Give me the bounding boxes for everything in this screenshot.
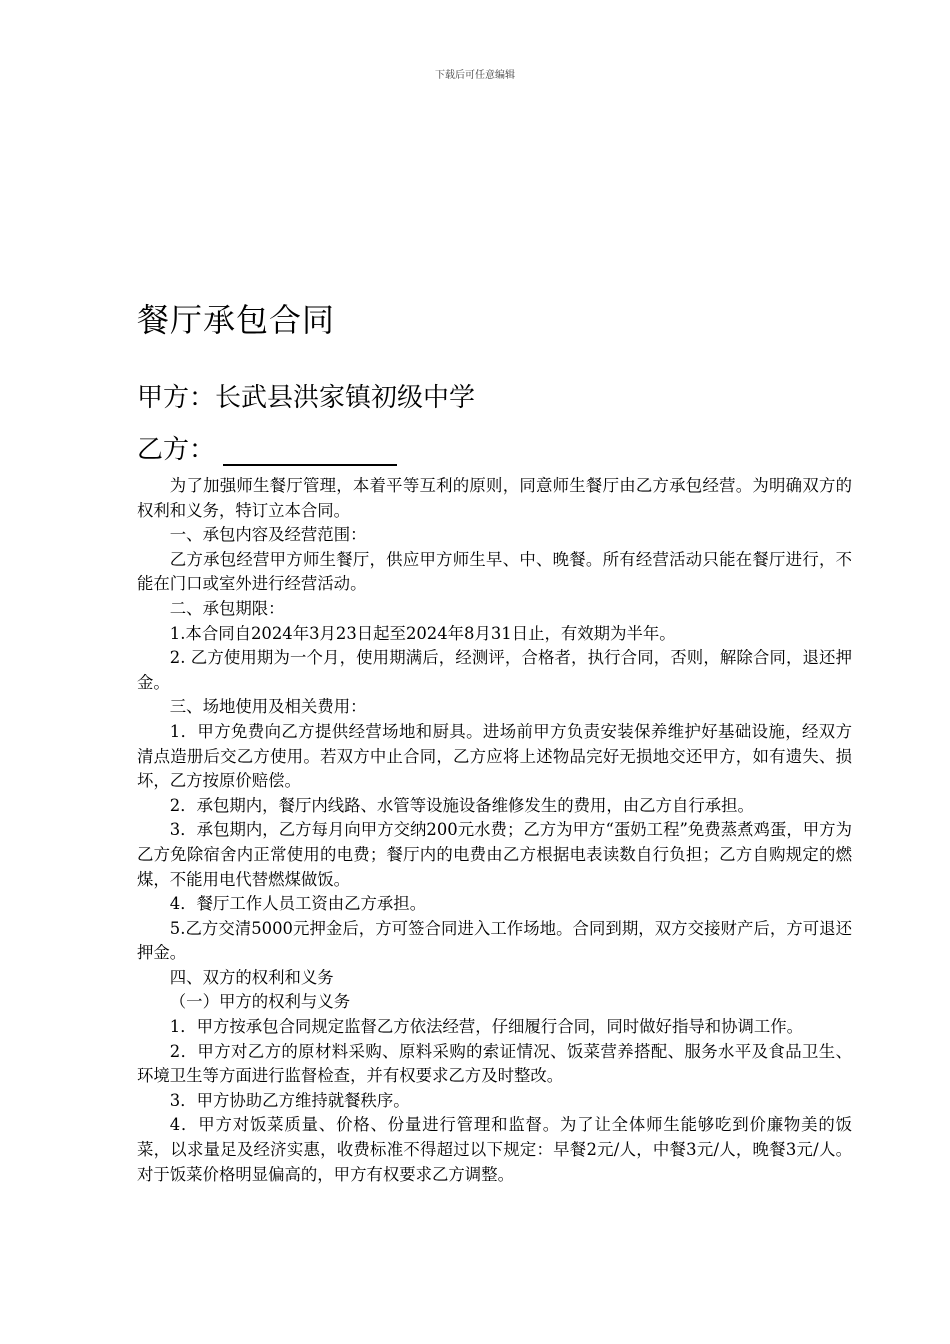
party-a-line: 甲方：长武县洪家镇初级中学 (137, 383, 476, 413)
party-b-blank-line (223, 434, 397, 466)
party-b-line (137, 434, 397, 466)
paragraph: 2．甲方对乙方的原材料采购、原料采购的索证情况、饭菜营养搭配、服务水平及食品卫生、环境卫生等方面进行监督检查，并有权要求乙方及时整改。 (137, 1041, 852, 1086)
subsection-heading: （一）甲方的权利与义务 (169, 992, 351, 1012)
paragraph: 1．甲方免费向乙方提供经营场地和厨具。进场前甲方负责安装保养维护好基础设施，经双方清点造册后交乙方使用。若双方中止合同，乙方应将上述物品完好无损地交还甲方，如有遗失、损坏，乙方按原价赔偿。 (137, 721, 852, 791)
paragraph: 4．餐厅工作人员工资由乙方承担。 (169, 894, 427, 914)
party-b-label: 乙方： (137, 435, 216, 465)
paragraph: 2．承包期内，餐厅内线路、水管等设施设备维修发生的费用，由乙方自行承担。 (169, 795, 754, 815)
paragraph: 乙方承包经营甲方师生餐厅，供应甲方师生早、中、晚餐。所有经营活动只能在餐厅进行，不能在门口或室外进行经营活动。 (137, 549, 852, 594)
paragraph: 为了加强师生餐厅管理，本着平等互利的原则，同意师生餐厅由乙方承包经营。为明确双方的权利和义务，特订立本合同。 (137, 476, 852, 520)
contract-body (137, 474, 852, 1187)
header-note: 下载后可任意编辑 (435, 70, 515, 81)
paragraph: 1.本合同自2024年3月23日起至2024年8月31日止，有效期为半年。 (169, 623, 676, 643)
paragraph: 3．承包期内，乙方每月向甲方交纳200元水费；乙方为甲方“蛋奶工程”免费蒸煮鸡蛋，甲方为乙方免除宿舍内正常使用的电费；餐厅内的电费由乙方根据电表读数自行负担；乙方自购规定的燃煤，不能用电代替燃煤做饭。 (137, 820, 852, 889)
paragraph: 1．甲方按承包合同规定监督乙方依法经营，仔细履行合同，同时做好指导和协调工作。 (169, 1017, 804, 1037)
section-heading: 四、双方的权利和义务 (169, 967, 334, 987)
paragraph: 3．甲方协助乙方维持就餐秩序。 (169, 1090, 410, 1110)
section-heading: 二、承包期限： (169, 598, 285, 618)
section-heading: 一、承包内容及经营范围： (169, 525, 367, 545)
paragraph: 5.乙方交清5000元押金后，方可签合同进入工作场地。合同到期，双方交接财产后，方可退还押金。 (137, 918, 852, 963)
document-title: 餐厅承包合同 (137, 301, 336, 340)
paragraph: 2. 乙方使用期为一个月，使用期满后，经测评，合格者，执行合同，否则，解除合同，退还押金。 (137, 648, 852, 692)
paragraph: 4．甲方对饭菜质量、价格、份量进行管理和监督。为了让全体师生能够吃到价廉物美的饭菜，以求量足及经济实惠，收费标准不得超过以下规定：早餐2元/人，中餐3元/人，晚餐3元/人。对于饭菜价格明显偏高的，甲方有权要求乙方调整。 (137, 1115, 852, 1184)
section-heading: 三、场地使用及相关费用： (169, 697, 367, 717)
